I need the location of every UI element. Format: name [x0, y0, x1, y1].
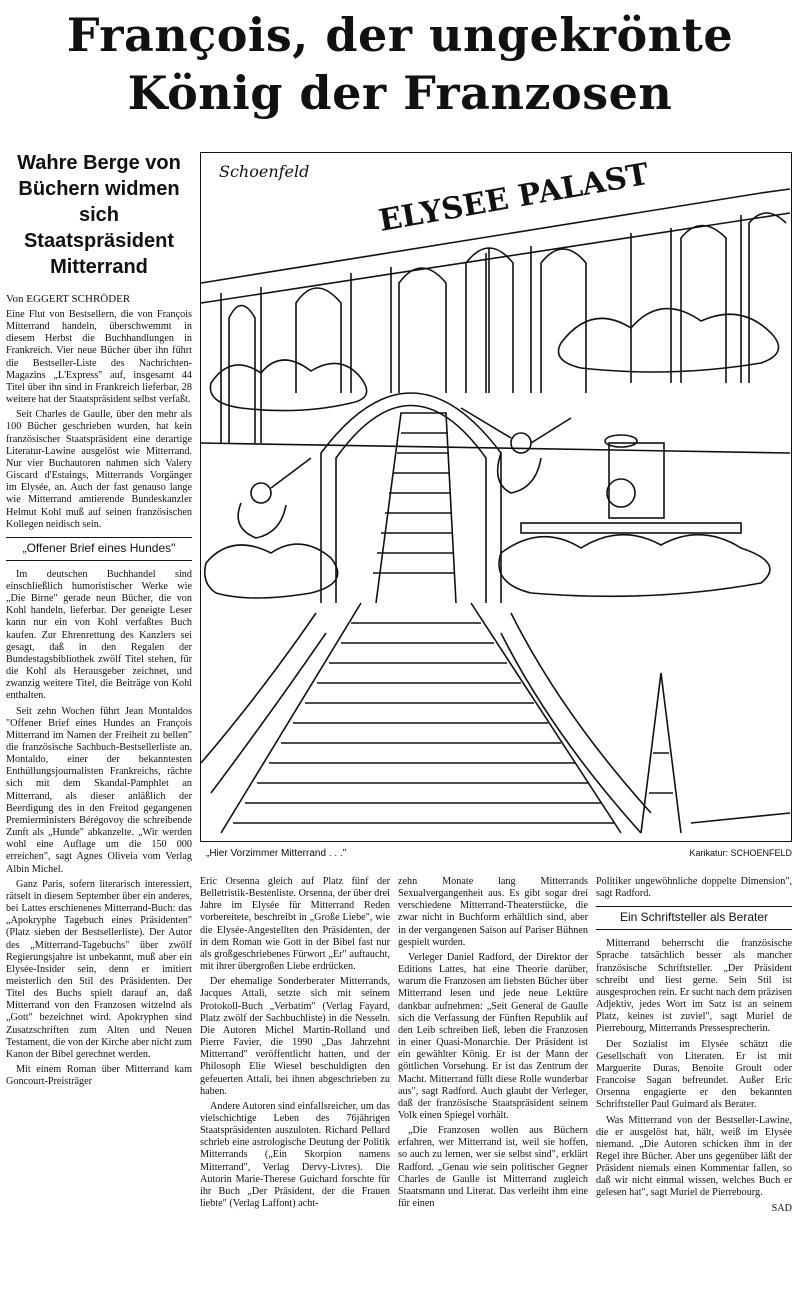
- paragraph: Was Mitterrand von der Bestseller-Lawine, die er ausgelöst hat, hält, weiß im Elysée niemand. „Die Autoren schicken ihm in der Regel ihre Bücher. Aber uns gegenüber läßt der Präsident niemals einen Kommentar fallen, so daß wir nicht einmal wissen, welches Buch er gelesen hat", sagt Muriel de Pierrebourg.: [596, 1114, 792, 1199]
- paragraph: „Die Franzosen wollen aus Büchern erfahren, wer Mitterrand ist, weil sie hoffen, so auch zu lernen, wer sie selbst sind", erklärt Radford. „Genau wie sein politischer Gegner Charles de Gaulle ist Mitterrand zugleich Staatsmann und Literat. Das verleiht ihm eine für einen: [398, 1125, 588, 1210]
- subheadline: Wahre Berge von Büchern widmen sich Staatspräsident Mitterrand: [17, 152, 181, 278]
- headline-line-1: François, der ungekrönte: [66, 8, 734, 62]
- paragraph: Im deutschen Buchhandel sind einschließlich humoristischer Werke wie „Die Birne" gerade neun Bücher, die von Kohl handeln, lieferbar. Der geneigte Leser kann nur ein von Kohl verfaßtes Buch kaufen. Zur Ehrenrettung des Kanzlers sei gesagt, daß in den Regalen der Bundestagsbibliothek zwölf Titel stehen, für die Kohl als Herausgeber zeichnet, und zwanzig weitere Titel, die Beiträge von Kohl enthalten.: [6, 568, 192, 702]
- column-2: [200, 876, 390, 1213]
- cartoon-drawing: [201, 153, 790, 840]
- paragraph: Verleger Daniel Radford, der Direktor der Editions Lattes, hat eine Theorie darüber, warum die Franzosen am liebsten Bücher über Mitterrand lesen und jede neue Lektüre dankbar aufnehmen: „Seit General de Gaulle sich die Verfassung der Fünften Republik auf den Leib schreiben ließ, leben die Franzosen in einer Quasi-Monarchie. Der Präsident ist ein gewählter König. Er ist der Mann der göttlichen Vorsehung. Er ist das Zentrum der Macht. Mitterrand füllt diese Rolle wunderbar aus", sagt Radford. Auch glaubt der Verleger, daß der französische Staatspräsident seinem Volk einen Spiegel vorhält.: [398, 951, 588, 1121]
- paragraph: Andere Autoren sind einfallsreicher, um das vielschichtige Leben des 76jährigen Staatspräsidenten auszuloten. Richard Pellard schrieb eine astrologische Deutung der Politik Mitterrands („Ein Skorpion namens Mitterrand", Verlag Dervy-Livres). Die Autorin Marie-Therese Guichard forschte für ihr Buch „Der Präsident, der die Frauen liebte" (Verlag Laffont) acht-: [200, 1100, 390, 1210]
- cartoon-caption: „Hier Vorzimmer Mitterrand . . .": [206, 848, 347, 859]
- paragraph: Ganz Paris, sofern literarisch interessiert, rätselt in diesem September über ein anderes, bei Lattes erschienenes Mitterrand-Buch: das „Apokryphe Tagebuch eines Präsidenten" (Platz sieben der Bestsellerliste). Der Autor des „Mitterrand-Tagebuchs" über zwölf Regierungsjahre ist unbekannt, muß aber ein Elysée-Insider sein, denn er imitiert meisterlich den Stil des Präsidenten. Der Titel des Buchs spielt darauf an, daß Mitterrand von den Franzosen witzelnd als „Gott" bezeichnet wird. Apokryphen sind Zusatzschriften zum Alten und Neuen Testament, die von der Kirche aber nicht zum Kanon der Bibel gerechnet werden.: [6, 878, 192, 1060]
- section-heading-offener-brief: „Offener Brief eines Hundes": [6, 537, 192, 561]
- paragraph: zehn Monate lang Mitterrands Sexualvergangenheit aus. Es gibt sogar drei verschiedene Mitterrand-Theaterstücke, die zwar nicht in Buchform erhältlich sind, aber in der vergangenen Saison auf Pariser Bühnen gespielt wurden.: [398, 876, 588, 948]
- cartoon: [200, 152, 792, 842]
- headline: [0, 6, 800, 122]
- paragraph: Eine Flut von Bestsellern, die von François Mitterrand handeln, überschwemmt in diesem Herbst die Buchhandlungen in Frankreich. Vier neue Bücher über ihn führt die Bestseller-Liste des Nachrichten-Magazins „L'Express" auf, insgesamt 44 Titel über ihn sind in Frankreich lieferbar, 28 weitere hat der Staatspräsident selbst verfaßt.: [6, 309, 192, 406]
- paragraph: Mitterrand beherrscht die französische Sprache tatsächlich besser als mancher französische Schriftsteller. „Der Präsident schreibt und liest gerne. Sein Stil ist ausgesprochen rein. Er sucht nach dem präzisen Adjektiv, jedes Wort im Satz ist an seinem Platz, keines ist zuviel", sagt Muriel de Pierrebourg, Mitterrands Pressesprecherin.: [596, 938, 792, 1035]
- paragraph: Politiker ungewöhnliche doppelte Dimension", sagt Radford.: [596, 876, 792, 900]
- author-signature: SAD: [771, 1202, 792, 1214]
- paragraph: Seit Charles de Gaulle, über den mehr als 100 Bücher geschrieben wurden, hat kein französischer Staatspräsident eine derartige Literatur-Lawine ausgelöst wie Mitterrand. Nur vier Buchautoren nahmen sich Valery Giscard d'Estaings, Mitterrands Vorgänger im Elysée, an. Auch der fast genauso lange wie Mitterrand amtierende Bundeskanzler Helmut Kohl muß auf seinen französischen Kollegen neidisch sein.: [6, 409, 192, 530]
- section-heading-schriftsteller: Ein Schriftsteller als Berater: [596, 906, 792, 930]
- paragraph: Eric Orsenna gleich auf Platz fünf der Belletristik-Bestenliste. Orsenna, der über drei Jahre im Elysée für Mitterrand Reden vorbereitete, beschreibt in „Große Liebe", wie die Elysée-Angestellten den Präsidenten, der in dem Roman wie Gott in der Bibel fast nur als großgeschriebenes Fürwort „Er" auftaucht, mit ihrer übergroßen Liebe erdrücken.: [200, 876, 390, 973]
- cartoon-credit: Karikatur: SCHOENFELD: [689, 848, 792, 858]
- paragraph: Der ehemalige Sonderberater Mitterrands, Jacques Attali, setzte sich mit seinem Protokoll-Buch „Verbatim" (Verlag Fayard, Platz zwölf der Sachbuchliste) in die Nesseln. Die Autoren Michel Martin-Rolland und Pierre Favier, die 1990 „Das Jahrzehnt Mitterrand" veröffentlicht hatten, und der Philosoph Elie Wiesel beschuldigten den gefeuerten Attali, bei ihnen abgeschrieben zu haben.: [200, 976, 390, 1097]
- cartoon-sign: ELYSEE PALAST: [376, 156, 652, 239]
- column-1: [6, 309, 192, 1091]
- artist-signature: Schoenfeld: [219, 162, 310, 181]
- paragraph: Der Sozialist im Elysée schätzt die Gesellschaft von Literaten. Er ist mit Marguerite Duras, Benoite Groult oder Francoise Sagan befreundet. Außer Eric Orsenna engagierte er den bekannten Schriftsteller Paul Guimard als Berater.: [596, 1038, 792, 1111]
- paragraph: Seit zehn Wochen führt Jean Montaldos "Offener Brief eines Hundes an François Mitterrand im Namen der Freiheit zu bellen" die französische Sachbuch-Bestsellerliste an. Montaldo, einer der bekanntesten Enthüllungsjournalisten Frankreichs, rächte sich mit dem Skandal-Pamphlet an Mitterrand, als dieser anläßlich der Beerdigung des in den Freitod gegangenen Premierministers Bérégovoy die schreibende Zunft als „Hunde" abkanzelte. „Wir werden wohl eine Auflage um die 150 000 erreichen", sagt Agnes Oliveia vom Verlag Albin Michel.: [6, 705, 192, 875]
- column-4: [596, 876, 792, 1215]
- byline: Von EGGERT SCHRÖDER: [6, 293, 131, 305]
- paragraph: Mit einem Roman über Mitterrand kam Goncourt-Preisträger: [6, 1064, 192, 1088]
- column-3: [398, 876, 588, 1213]
- headline-line-2: König der Franzosen: [127, 66, 673, 120]
